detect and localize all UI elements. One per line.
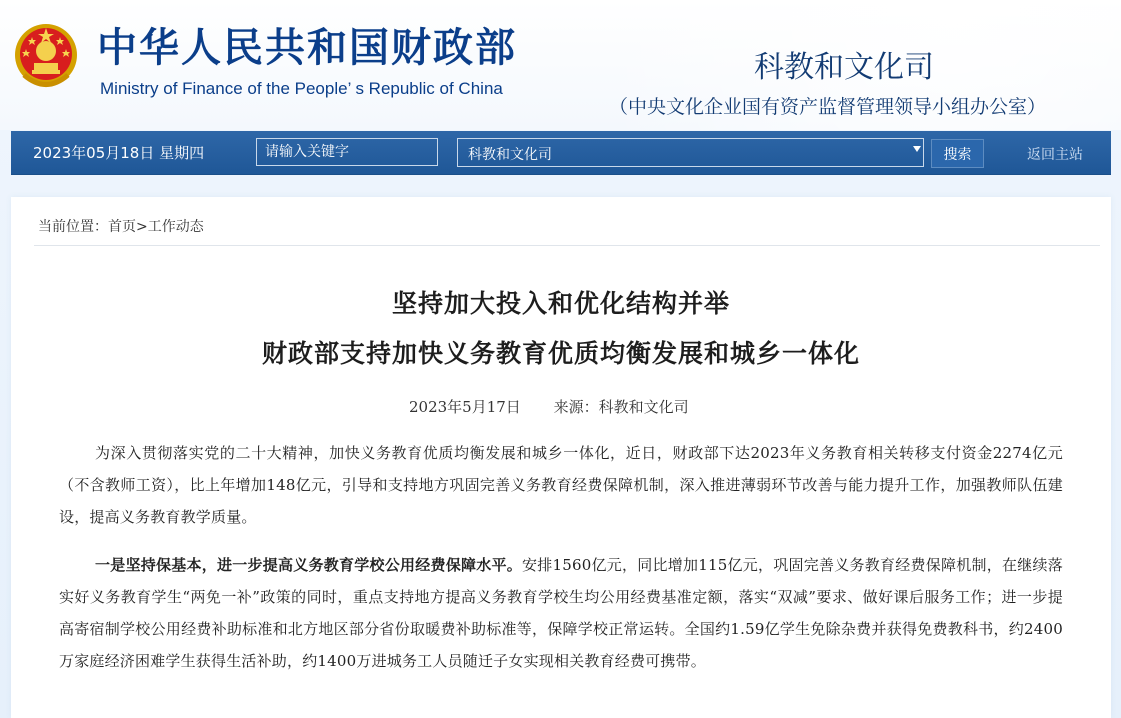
- ministry-name-en: Ministry of Finance of the People’ s Republic of China: [100, 79, 503, 98]
- article-container: [11, 197, 1111, 718]
- article-title-line-2: 财政部支持加快义务教育优质均衡发展和城乡一体化: [261, 339, 860, 368]
- article-date: 2023年5月17日: [409, 398, 521, 416]
- search-button[interactable]: 搜索: [931, 139, 984, 168]
- site-header: [0, 0, 1121, 130]
- search-input[interactable]: [256, 138, 438, 166]
- article-paragraph-2-body: 安排1560亿元，同比增加115亿元，巩固完善义务教育经费保障机制，在继续落实好义务教育学生“两免一补”政策的同时，重点支持地方提高义务教育学校生均公用经费基准定额，落实“双减”要求、做好课后服务工作；进一步提高寄宿制学校公用经费补助标准和北方地区部分省份取暖费补助标准等，保障学校正常运转。全国约1.59亿学生免除杂费并获得免费教科书，约2400万家庭经济困难学生获得生活补助，约1400万进城务工人员随迁子女实现相关教育经费可携带。: [59, 556, 1063, 670]
- department-title: 科教和文化司: [754, 50, 934, 85]
- chevron-down-icon: [913, 146, 921, 152]
- department-select[interactable]: [457, 138, 924, 167]
- current-date: 2023年05月18日 星期四: [33, 144, 205, 162]
- top-navigation-bar: [11, 131, 1111, 175]
- divider: [34, 245, 1100, 246]
- article-paragraph-1: 为深入贯彻落实党的二十大精神，加快义务教育优质均衡发展和城乡一体化，近日，财政部下达2023年义务教育相关转移支付资金2274亿元（不含教师工资），比上年增加148亿元，引导和支持地方巩固完善义务教育经费保障机制，深入推进薄弱环节改善与能力提升工作，加强教师队伍建设，提高义务教育教学质量。: [59, 444, 1063, 526]
- article-meta: [409, 396, 689, 417]
- breadcrumb: 当前位置：首页>工作动态: [38, 219, 204, 235]
- department-subtitle: （中央文化企业国有资产监督管理领导小组办公室）: [609, 96, 1047, 118]
- article-paragraph-2: [59, 549, 1063, 677]
- return-home-link[interactable]: 返回主站: [1027, 147, 1083, 163]
- article-source: 来源：科教和文化司: [553, 398, 689, 416]
- article-title-line-1: 坚持加大投入和优化结构并举: [391, 289, 730, 318]
- article-paragraph-2-lead: 一是坚持保基本，进一步提高义务教育学校公用经费保障水平。: [95, 556, 522, 574]
- national-emblem-icon: [12, 20, 80, 96]
- department-select-value: 科教和文化司: [468, 147, 552, 163]
- ministry-name-cn: 中华人民共和国财政部: [97, 25, 517, 71]
